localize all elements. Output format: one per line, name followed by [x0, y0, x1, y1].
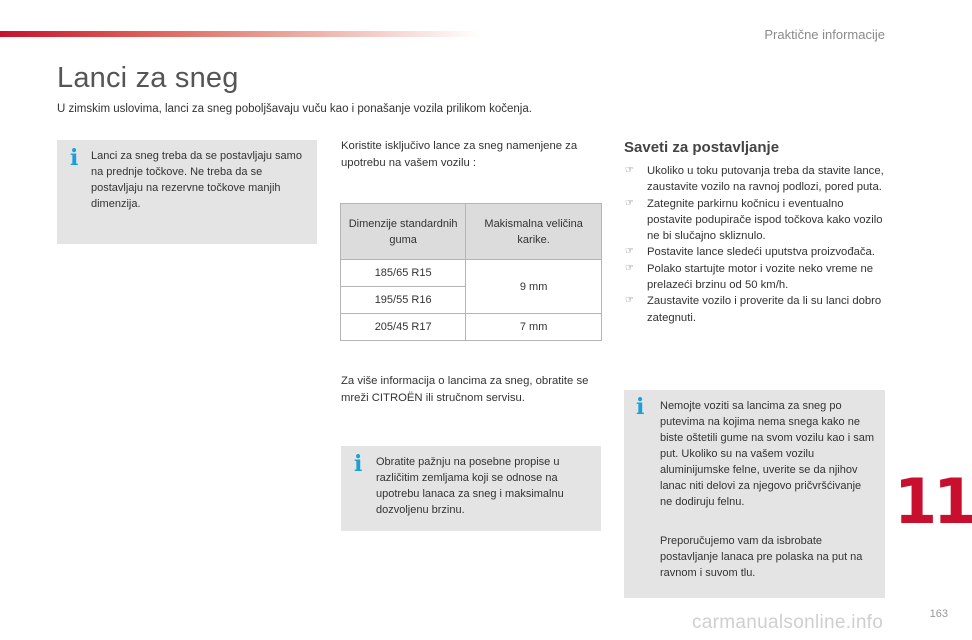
chain-size-table: [340, 203, 602, 341]
pointing-finger-icon: ☞: [625, 262, 634, 274]
warning-text: Nemojte voziti sa lancima za sneg po putevima na kojima nema snega kako ne biste oštetili gume na svom vozilu kao i sam put. Ukoliko su na vašem vozilu aluminijumske felne, uverite se da njihov lanac niti delovi za njegovo pričvršćivanje ne dodiruju felnu.: [660, 400, 874, 508]
list-item-text: Postavite lance sledeći uputstva proizvođača.: [647, 246, 875, 259]
info-box-text: Lanci za sneg treba da se postavljaju samo na prednje točkove. Ne treba da se postavljaju na rezervne točkove manjih dimenzija.: [91, 150, 302, 210]
list-item: [624, 196, 886, 245]
pointing-finger-icon: ☞: [625, 295, 634, 307]
page-title: Lanci za sneg: [57, 62, 239, 94]
table-cell-size: 185/65 R15: [341, 260, 466, 287]
table-row: [341, 260, 602, 287]
list-item: [624, 163, 886, 196]
pointing-finger-icon: ☞: [625, 165, 634, 176]
page-number: 163: [929, 608, 948, 620]
list-item-text: Zategnite parkirnu kočnicu i eventualno postavite podupirače ispod točkova kako vozilo ne bi slučajno skliznulo.: [647, 197, 883, 243]
table-header-max-link: Makismalna veličina karike.: [466, 204, 602, 260]
table-cell-size: 195/55 R16: [341, 287, 466, 314]
usage-text: Koristite isključivo lance za sneg namenjene za upotrebu na vašem vozilu :: [341, 140, 578, 169]
list-item-text: Zaustavite vozilo i proverite da li su lanci dobro zategnuti.: [647, 295, 882, 324]
list-item-text: Ukoliko u toku putovanja treba da stavite lance, zaustavite vozilo na ravnoj podlozi, pored puta.: [647, 165, 884, 194]
recommendation-text: Preporučujemo vam da isbrobate postavljanje lanaca pre polaska na put na ravnom i suvom tlu.: [660, 535, 863, 579]
list-item-text: Polako startujte motor i vozite neko vreme ne prelazeći brzinu od 50 km/h.: [647, 262, 874, 292]
chapter-number: 11: [894, 465, 972, 538]
more-info-text: Za više informacija o lancima za sneg, obratite se mreži CITROËN ili stručnom servisu.: [341, 375, 589, 404]
list-item: [624, 244, 886, 260]
table-cell-max: 9 mm: [466, 260, 602, 314]
tips-list: [624, 163, 886, 326]
info-box-front-wheels: [57, 140, 317, 244]
table-header-row: [341, 204, 602, 260]
watermark-link[interactable]: carmanualsonline.info: [692, 612, 884, 633]
intro-text: U zimskim uslovima, lanci za sneg poboljšavaju vuču kao i ponašanje vozila prilikom kočenja.: [57, 103, 532, 115]
info-box-text: Obratite pažnju na posebne propise u različitim zemljama koji se odnose na upotrebu lanaca za sneg i maksimalnu dozvoljenu brzinu.: [376, 456, 564, 516]
table-cell-max: 7 mm: [466, 314, 602, 341]
info-box-warning: [624, 390, 885, 598]
info-icon: i: [70, 145, 79, 171]
section-label: Praktične informacije: [764, 27, 885, 42]
info-icon: i: [636, 394, 645, 420]
table-header-tire-size: Dimenzije standardnih guma: [341, 204, 466, 260]
info-icon: i: [354, 451, 363, 477]
header-accent-bar: [0, 31, 480, 37]
table-row: [341, 314, 602, 341]
pointing-finger-icon: ☞: [625, 197, 634, 209]
pointing-finger-icon: ☞: [625, 246, 634, 258]
tips-title: Saveti za postavljanje: [624, 139, 780, 156]
table-cell-size: 205/45 R17: [341, 314, 466, 341]
list-item: [624, 293, 886, 326]
info-box-regulations: [341, 446, 601, 531]
list-item: [624, 261, 886, 294]
